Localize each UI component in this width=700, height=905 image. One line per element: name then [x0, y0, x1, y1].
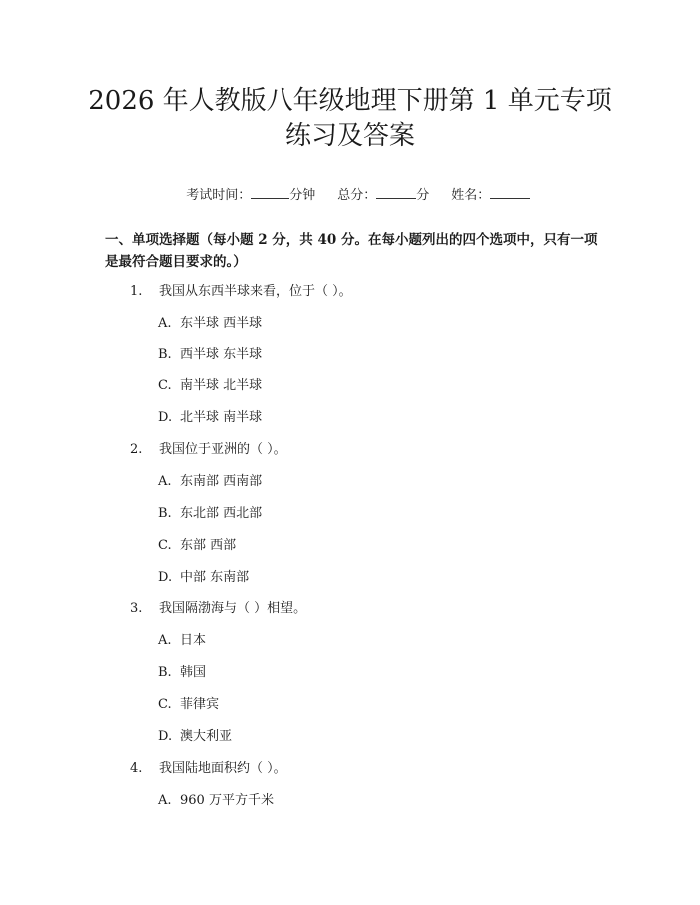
question-4 [130, 760, 287, 778]
student-name-blank[interactable] [490, 186, 530, 199]
option-letter: B. [158, 665, 172, 680]
question-3-option-d[interactable] [158, 728, 232, 746]
question-text: 我国从东西半球来看，位于（ ）。 [159, 284, 352, 299]
exam-time-blank[interactable] [251, 186, 289, 199]
option-text: 南半球 北半球 [180, 378, 263, 393]
option-letter: C. [158, 538, 172, 553]
option-letter: A. [158, 793, 172, 808]
question-2 [130, 441, 287, 459]
question-2-option-a[interactable] [158, 473, 262, 491]
question-text: 我国隔渤海与（ ）相望。 [159, 601, 307, 616]
question-text: 我国位于亚洲的（ ）。 [159, 442, 287, 457]
document-title-line1: 2026 年人教版八年级地理下册第 1 单元专项 [88, 86, 612, 116]
option-letter: A. [158, 474, 172, 489]
question-1 [130, 283, 352, 301]
option-letter: D. [158, 570, 173, 585]
section-heading: 一、单项选择题（每小题 2 分，共 40 分。在每小题列出的四个选项中，只有一项是最符合题目要求的。） [105, 232, 598, 270]
option-text: 澳大利亚 [180, 729, 233, 744]
question-3-option-c[interactable] [158, 696, 219, 714]
option-letter: C. [158, 378, 172, 393]
option-text: 西半球 东半球 [180, 347, 263, 362]
option-text: 中部 东南部 [180, 570, 250, 585]
option-letter: A. [158, 316, 172, 331]
question-2-option-d[interactable] [158, 569, 249, 587]
option-letter: D. [158, 729, 173, 744]
question-number: 1. [130, 284, 143, 299]
option-text: 东半球 西半球 [180, 316, 263, 331]
question-3 [130, 600, 306, 618]
option-text: 韩国 [180, 665, 207, 680]
question-2-option-c[interactable] [158, 537, 236, 555]
option-letter: B. [158, 347, 172, 362]
option-text: 东部 西部 [180, 538, 237, 553]
exam-time-field [186, 188, 315, 203]
question-2-option-b[interactable] [158, 505, 262, 523]
option-text: 东北部 西北部 [180, 506, 263, 521]
option-letter: C. [158, 697, 172, 712]
option-letter: B. [158, 506, 172, 521]
question-3-option-a[interactable] [158, 632, 206, 650]
document-title-line2: 练习及答案 [284, 121, 415, 151]
total-score-unit: 分 [416, 188, 430, 203]
option-text: 960 万平方千米 [180, 793, 274, 808]
option-text: 北半球 南半球 [180, 410, 263, 425]
total-score-label: 总分： [337, 188, 377, 203]
option-text: 日本 [180, 633, 207, 648]
question-1-option-a[interactable] [158, 315, 262, 333]
question-number: 3. [130, 601, 143, 616]
question-3-option-b[interactable] [158, 664, 206, 682]
option-letter: D. [158, 410, 173, 425]
option-letter: A. [158, 633, 172, 648]
exam-meta [0, 168, 700, 223]
question-1-option-c[interactable] [158, 377, 262, 395]
question-number: 4. [130, 761, 143, 776]
question-text: 我国陆地面积约（ ）。 [159, 761, 287, 776]
question-1-option-d[interactable] [158, 409, 262, 427]
option-text: 东南部 西南部 [180, 474, 263, 489]
total-score-blank[interactable] [376, 186, 416, 199]
question-number: 2. [130, 442, 143, 457]
exam-time-label: 考试时间： [186, 188, 252, 203]
question-1-option-b[interactable] [158, 346, 262, 364]
option-text: 菲律宾 [180, 697, 220, 712]
total-score-field [337, 188, 429, 203]
student-name-label: 姓名： [451, 188, 491, 203]
student-name-field [451, 188, 530, 203]
exam-time-unit: 分钟 [289, 188, 316, 203]
question-4-option-a[interactable] [158, 792, 274, 810]
